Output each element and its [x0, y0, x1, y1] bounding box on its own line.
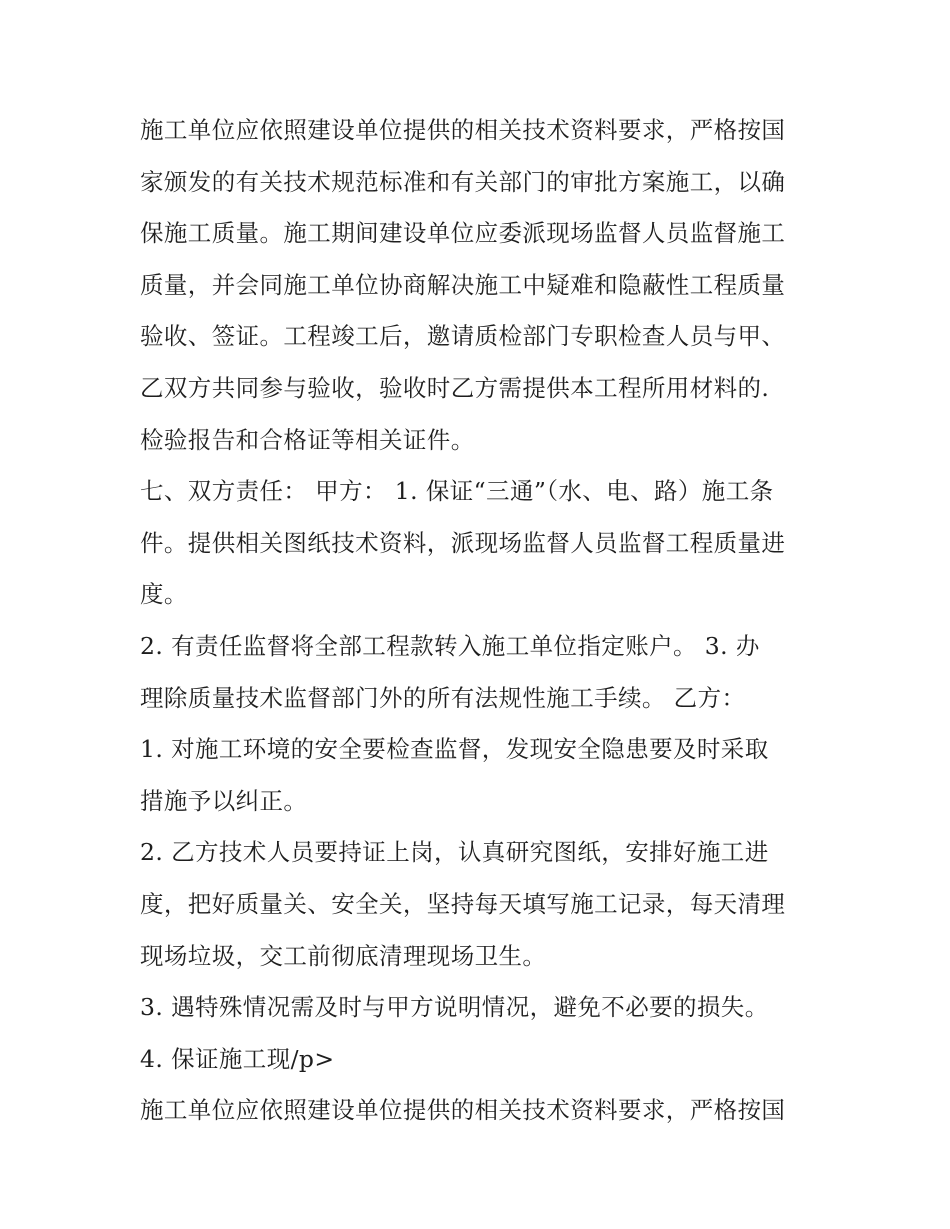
text-line: 保施工质量。施工期间建设单位应委派现场监督人员监督施工	[140, 219, 786, 248]
list-item-line: 4. 保证施工现/p>	[140, 1044, 335, 1073]
text-line: 家颁发的有关技术规范标准和有关部门的审批方案施工，以确	[140, 167, 786, 196]
text-line: 度，把好质量关、安全关，坚持每天填写施工记录，每天清理	[140, 889, 786, 918]
text-line: 度。	[140, 580, 188, 609]
text-line: 施工单位应依照建设单位提供的相关技术资料要求，严格按国	[140, 116, 786, 144]
list-item-line: 2. 有责任监督将全部工程款转入施工单位指定账户。 3. 办	[140, 631, 760, 660]
text-line: 现场垃圾，交工前彻底清理现场卫生。	[140, 941, 547, 970]
text-line: 施工单位应依照建设单位提供的相关技术资料要求，严格按国	[140, 1096, 786, 1125]
text-line: 验收、签证。工程竣工后，邀请质检部门专职检查人员与甲、	[140, 322, 786, 351]
text-line: 件。提供相关图纸技术资料，派现场监督人员监督工程质量进	[140, 528, 786, 557]
list-item-line: 1. 对施工环境的安全要检查监督，发现安全隐患要及时采取	[140, 735, 769, 764]
text-line: 理除质量技术监督部门外的所有法规性施工手续。 乙方：	[140, 683, 746, 712]
section-heading-line: 七、双方责任： 甲方： 1. 保证“三通”（水、电、路）施工条	[140, 477, 774, 506]
text-line: 质量，并会同施工单位协商解决施工中疑难和隐蔽性工程质量	[140, 270, 786, 299]
text-line: 乙双方共同参与验收，验收时乙方需提供本工程所用材料的.	[140, 373, 770, 402]
text-line: 检验报告和合格证等相关证件。	[140, 425, 475, 454]
list-item-line: 2. 乙方技术人员要持证上岗，认真研究图纸，安排好施工进	[140, 838, 769, 867]
document-body	[140, 108, 830, 1140]
text-line: 措施予以纠正。	[140, 786, 308, 815]
list-item-line: 3. 遇特殊情况需及时与甲方说明情况，避免不必要的损失。	[140, 993, 769, 1022]
